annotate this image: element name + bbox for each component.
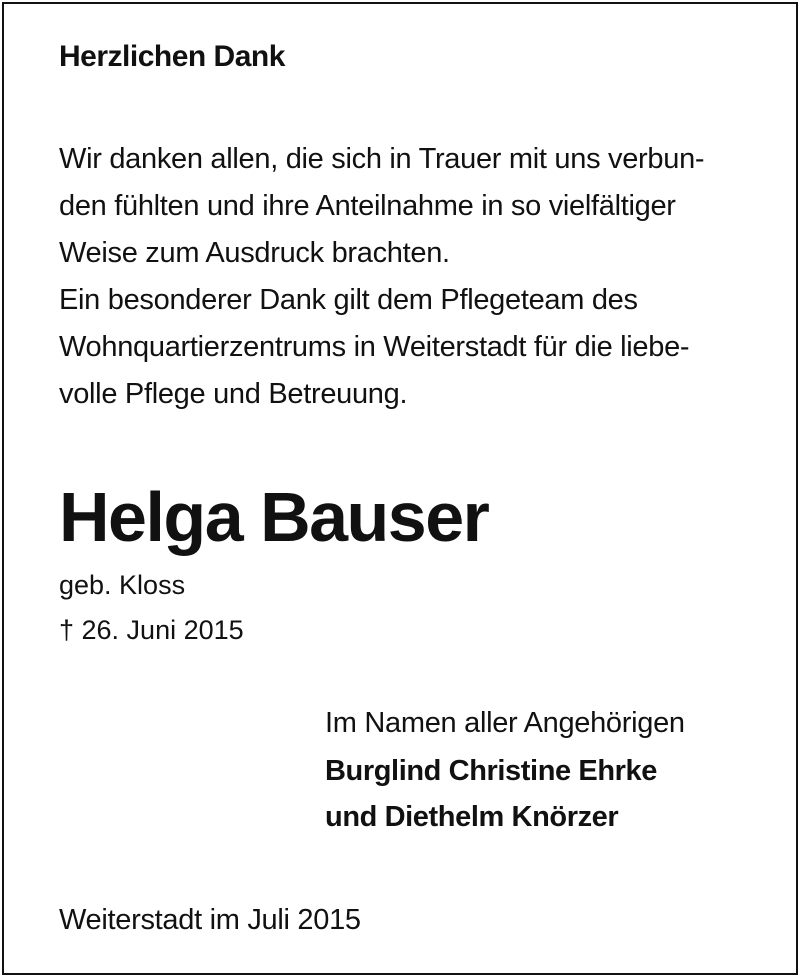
- thanks-line: den fühlten und ihre Anteilnahme in so vielfältiger: [59, 190, 676, 222]
- birth-name: geb. Kloss: [59, 570, 186, 600]
- thanks-line: Wohnquartierzentrums in Weiterstadt für die liebe-: [59, 331, 690, 363]
- thanks-line: Ein besonderer Dank gilt dem Pflegeteam des: [59, 284, 638, 316]
- thanks-paragraph: [59, 136, 779, 418]
- place-and-date: Weiterstadt im Juli 2015: [59, 904, 361, 936]
- signature-intro: Im Namen aller Angehörigen: [325, 707, 685, 739]
- signatory-name: Burglind Christine Ehrke: [325, 755, 657, 787]
- thanks-line: Wir danken allen, die sich in Trauer mit uns verbun-: [59, 143, 705, 175]
- signatory-name: und Diethelm Knörzer: [325, 801, 619, 833]
- signature-block: [325, 698, 755, 840]
- death-date: † 26. Juni 2015: [59, 615, 244, 645]
- deceased-name: Helga Bauser: [59, 478, 489, 556]
- thanks-line: volle Pflege und Betreuung.: [59, 378, 408, 410]
- thanks-line: Weise zum Ausdruck brachten.: [59, 237, 450, 269]
- notice-heading: Herzlichen Dank: [59, 40, 285, 73]
- obituary-notice-card: [2, 2, 798, 975]
